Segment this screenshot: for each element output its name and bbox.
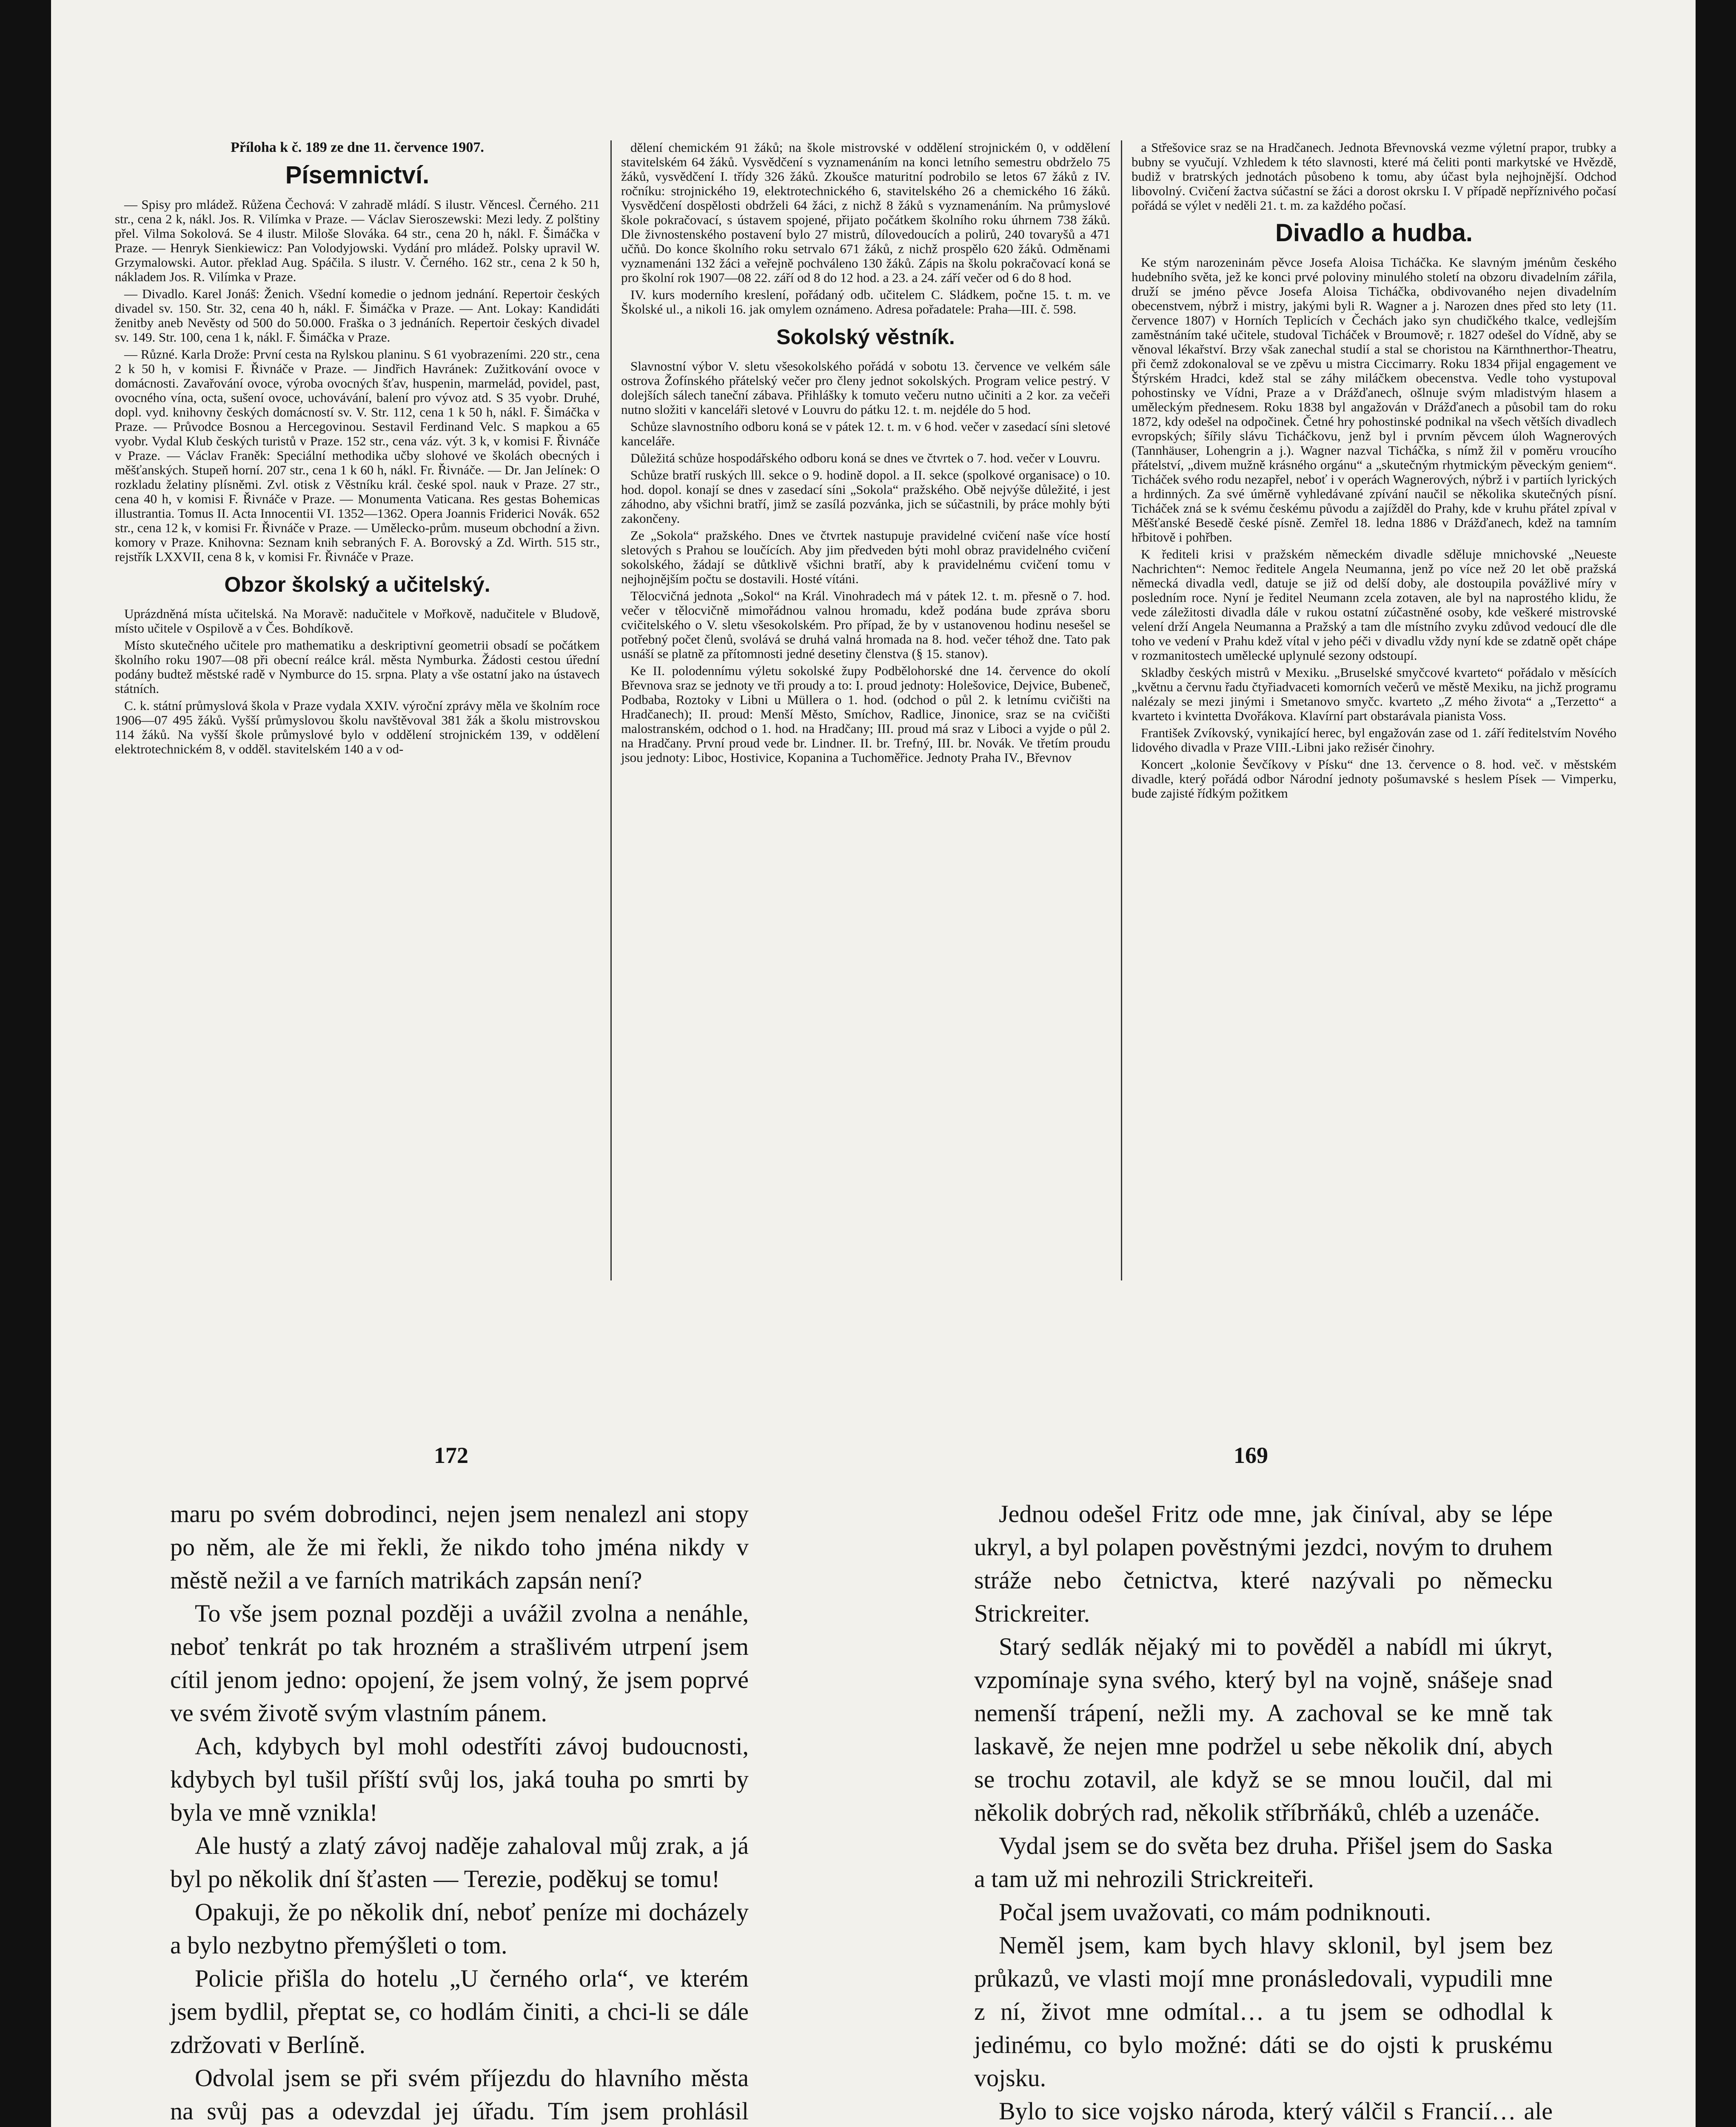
paragraph: K řediteli krisi v pražském německém divadle sděluje mnichovské „Neueste Nachrichten“: Nemoc ředitele Angela Neumanna, jenž po více než 20 let obě pražská německá divadla vedl, datuje se již od delší doby, ale dostoupila povážlivé míry v posledním roce. Nyní je ředitel Neumann zcela zotaven, ale byl na naprostého klidu, že vede záležitosti divadla dále v rukou ostatní zúčastněné osoby, kde veškeré mistrovské velení drží Angela Neumanna a Pražský a tam dle místního zvyku zdůvod vedoucí dle dle toho ve vedení v Prahu kdež vítal v jeho péči v divadlu vždy nyní kde se zdatně opět chápe v rozmanitostech umělecké uplynulé sezony odstoupí. xyxy=(1132,547,1616,663)
paragraph: Počal jsem uvažovati, co mám podniknouti. xyxy=(999,1898,1431,1926)
paragraph: Policie přišla do hotelu „U černého orla“, ve kterém jsem bydlil, přeptat se, co hodlám činiti, a chci-li se dále zdržovati v Berlíně. xyxy=(170,1964,749,2059)
paragraph: Slavnostní výbor V. sletu všesokolského pořádá v sobotu 13. července ve velkém sále ostrova Žofínského přátelský večer pro členy jednot sokolských. Program velice pestrý. V dolejších sálech taneční zábava. Přihlášky k tomuto večeru nutno učiniti a 2 kor. za večeři nutno složiti v kanceláři sletové v Louvru do pátku 12. t. m. nejdéle do 5 hod. xyxy=(621,359,1110,417)
paragraph: C. k. státní průmyslová škola v Praze vydala XXIV. výroční zprávy měla ve školním roce 1906—07 495 žáků. Vyšší průmyslovou školu navštěvoval 381 žák a školu mistrovskou 114 žáků. Na vyšší škole průmyslové bylo v oddělení strojnickém 139, v oddělení elektrotechnickém 8, v odděl. stavitelském 140 a v od- xyxy=(115,698,600,756)
section-heading-theatre: Divadlo a hudba. xyxy=(1275,219,1473,247)
column-divider xyxy=(610,140,612,1280)
paragraph: — Divadlo. Karel Jonáš: Ženich. Všední komedie o jednom jednání. Repertoir českých divadel sv. 150. Str. 32, cena 40 h, nákl. F. Šimáčka v Praze. — Ant. Lokay: Kandidáti ženitby aneb Nevěsty od 500 do 50.000. Fraška o 3 jednáních. Repertoir českých divadel sv. 149. Str. 100, cena 1 k, nákl. F. Šimáčka v Praze. xyxy=(115,286,600,345)
paragraph: Starý sedlák nějaký mi to pověděl a nabídl mi úkryt, vzpomínaje syna svého, který byl na vojně, snášeje snad nemenší trápení, nežli my. A zachoval se ke mně tak laskavě, že nejen mne podržel u sebe několik dní, abych se trochu zotavil, ale když se se mnou loučil, dal mi několik dobrých rad, několik stříbrňáků, chléb a uzenáče. xyxy=(974,1633,1553,1826)
paragraph: Důležitá schůze hospodářského odboru koná se dnes ve čtvrtek o 7. hod. večer v Louvru. xyxy=(630,450,1100,465)
paragraph: Tělocvičná jednota „Sokol“ na Král. Vinohradech má v pátek 12. t. m. přesně o 7. hod. večer v tělocvičně mimořádnou valnou hromadu, kdež podána bude zpráva sboru cvičitelského o V. sletu všesokolském. Pro případ, že by v ustanovenou hodinu nesešel se potřebný počet členů, svolává se druhá valná hromada na 8. hod. večer téhož dne. Tato pak usnáší se platně za přítomnosti jedné desetiny členstva (§ 15. stanov). xyxy=(621,588,1110,661)
paragraph: Schůze slavnostního odboru koná se v pátek 12. t. m. v 6 hod. večer v zasedací síni sletové kanceláře. xyxy=(621,419,1110,448)
paragraph: Ach, kdybych byl mohl odestříti závoj budoucnosti, kdybych byl tušil příští svůj los, jaká touha po smrti by byla ve mně vznikla! xyxy=(170,1732,749,1826)
paragraph: Odvolal jsem se při svém příjezdu do hlavního města na svůj pas a odevzdal jej úřadu. Tím jsem prohlásil xyxy=(170,2064,749,2125)
paragraph: dělení chemickém 91 žáků; na škole mistrovské v oddělení strojnickém 0, v oddělení stavitelském 64 žáků. Vysvědčení s vyznamenáním na konci letního semestru obdrželo 75 žáků, vysvědčení I. třídy 326 žáků. Zkoušce maturitní podrobilo se letos 67 žáků z IV. ročníku: strojnického 19, elektrotechnického 6, stavitelského 26 a chemického 16 žáků. Vysvědčení dospělosti obdrželi 64 žáci, z nichž 8 žáků s vyznamenáním. Na průmyslové škole pokračovací, s ústavem spojené, přijato počátkem školního roku úhrnem 738 žáků. Dle živnostenského postavení bylo 27 mistrů, dílovedoucích a polirů, 240 tovaryšů a 471 učňů. Do konce školního roku setrvalo 671 žáků, z nichž prospělo 620 žáků. Odměnami vyznamenáni 132 žáci a veřejně pochváleno 130 žáků. Zápis na školu pokračovací koná se pro školní rok 1907—08 22. září od 8 do 12 hod. a 23. a 24. září večer od 6 do 8 hod. xyxy=(621,140,1110,285)
paragraph: František Zvíkovský, vynikající herec, byl engažován zase od 1. září ředitelstvím Nového lidového divadla v Praze VIII.-Libni jako režisér činohry. xyxy=(1132,725,1616,755)
paragraph: — Spisy pro mládež. Růžena Čechová: V zahradě mládí. S ilustr. Věncesl. Černého. 211 str., cena 2 k, nákl. Jos. R. Vilímka v Praze. — Václav Sieroszewski: Mezi ledy. Z polštiny přel. Vilma Sokolová. Se 4 ilustr. Miloše Slováka. 64 str., cena 20 h, nákl. F. Šimáčka v Praze. — Henryk Sienkiewicz: Pan Volodyjowski. Vydání pro mládež. Polsky upravil W. Grzymalowski. Autor. překlad Aug. Spáčila. S ilustr. V. Černého. 162 str., cena 2 k 50 h, nákladem Jos. R. Vilímka v Praze. xyxy=(115,197,600,284)
column-2 xyxy=(621,140,1110,767)
paragraph: Schůze bratří ruských lll. sekce o 9. hodině dopol. a II. sekce (spolkové organisace) o 10. hod. dopol. konají se dnes v zasedací síni „Sokola“ pražského. Obě nejvýše důležité, i jest záhodno, aby všichni bratří, jimž se zasílá pozvánka, jich se súčastnili, by práce mohly býti zakončeny. xyxy=(621,468,1110,526)
paragraph: — Různé. Karla Drože: První cesta na Rylskou planinu. S 61 vyobrazeními. 220 str., cena 2 k 50 h, v komisi F. Řivnáče v Praze. — Jindřich Havránek: Zužitkování ovoce v domácnosti. Zavařování ovoce, výroba ovocných šťav, huspenin, marmelád, povidel, past, ovocného vína, octa, sušení ovoce, uchovávání, balení pro vývoz atd. S 35 vyobr. Druhé, dopl. vyd. knihovny českých domácností sv. V. Str. 112, cena 1 k 50 h, nákl. F. Šimáčka v Praze. — Průvodce Bosnou a Hercegovinou. Sestavil Ferdinand Velc. S mapkou a 65 vyobr. Vydal Klub českých turistů v Praze. 152 str., cena váz. výt. 3 k, v komisi F. Řivnáče v Praze. — Václav Franěk: Speciální methodika učby slohové ve školách obecných i měšťanských. Stupeň horní. 207 str., cena 1 k 60 h, nákl. Fr. Řivnáče. — Dr. Jan Jelínek: O rozkladu želatiny plísněmi. Zvl. otisk z Věstníku král. české spol. nauk v Praze. 27 str., cena 40 h, v komisi F. Řivnáče v Praze. — Monumenta Vaticana. Res gestas Bohemicas illustrantia. Tomus II. Acta Innocentii VI. 1352—1362. Opera Joannis Friderici Novák. 652 str., cena 12 k, v komisi Fr. Řivnáče v Praze. — Umělecko-prům. museum obchodní a živn. komory v Praze. Knihovna: Seznam knih sebraných F. A. Borovský a Zd. Wirth. 515 str., rejstřík LXXVII, cena 8 k, v komisi Fr. Řivnáče v Praze. xyxy=(115,347,600,564)
paragraph: Uprázdněná místa učitelská. Na Moravě: nadučitele v Mořkově, nadučitele v Bludově, místo učitele v Ospilově a v Čes. Bohdíkově. xyxy=(115,606,600,636)
column-1 xyxy=(115,140,600,759)
section-heading-sokol: Sokolský věstník. xyxy=(776,325,955,349)
paragraph: Ke II. polodennímu výletu sokolské župy Podbělohorské dne 14. července do okolí Břevnova sraz se jednoty ve tři proudy a to: I. proud jednoty: Holešovice, Dejvice, Bubeneč, Podbaba, Roztoky v Libni u Müllera o 1. hod. (odchod o půl 2. k letnímu cvičišti na Hradčanech); II. proud: Menší Město, Smíchov, Radlice, Jinonice, sraz se na cvičišti malostranském, odchod o 1. hod. na Hradčany; III. proud má sraz v Liboci a vyjde o půl 2. na Hradčany. První proud vede br. Lindner. II. br. Trefný, III. br. Novák. Ve třetím proudu jsou jednoty: Liboc, Hostivice, Kopanina a Tuchoměřice. Jednoty Praha IV., Břevnov xyxy=(621,663,1110,765)
paragraph: a Střešovice sraz se na Hradčanech. Jednota Břevnovská vezme výletní prapor, trubky a bubny se vyučují. Vzhledem k této slavnosti, které má čeliti ponti markytské ve Hvězdě, budiž v bratrských jednotách působeno k tomu, aby účast byla nejhojnější. Odchod libovolný. Cvičení žactva súčastní se žáci a dorost okrsku I. V případě nepříznivého počasí pořádá se výlet v neděli 21. t. m. za každého počasí. xyxy=(1132,140,1616,213)
paragraph: Neměl jsem, kam bych hlavy sklonil, byl jsem bez průkazů, ve vlasti mojí mne pronásledovali, vypudili mne z ní, život mne odmítal… a tu jsem se odhodlal k jedinému, co bylo možné: dáti se do ojsti k pruskému vojsku. xyxy=(974,1931,1553,2092)
paragraph: To vše jsem poznal později a uvážil zvolna a nenáhle, neboť tenkrát po tak hrozném a strašlivém utrpení jsem cítil jenom jedno: opojení, že jsem volný, že jsem poprvé ve svém životě svým vlastním pánem. xyxy=(170,1600,749,1727)
paragraph: maru po svém dobrodinci, nejen jsem nenalezl ani stopy po něm, ale že mi řekli, že nikdo toho jména nikdy v městě nežil a ve farních matrikách zapsán není? xyxy=(170,1500,749,1594)
scan-border-left xyxy=(0,0,51,2127)
section-heading-literature: Písemnictví. xyxy=(285,161,430,189)
dateline: Příloha k č. 189 ze dne 11. července 1907. xyxy=(231,140,484,155)
paragraph: Ze „Sokola“ pražského. Dnes ve čtvrtek nastupuje pravidelné cvičení naše více hostí sletových s Prahou se loučících. Aby jim předveden býti mohl obraz pravidelného cvičení sokolského, žádají se důtklivě všichni bratří, aby k pravidelnému cvičení tomu v nejhojnějším počtu se dostavili. Hosté vítáni. xyxy=(621,528,1110,586)
paragraph: Ke stým narozeninám pěvce Josefa Aloisa Ticháčka. Ke slavným jménům českého hudebního světa, jež ke konci prvé poloviny minulého století na obzoru divadelním zářila, druží se jméno pěvce Josefa Aloisa Ticháčka, obdivovaného nejen divadelním obecenstvem, nýbrž i mistry, jakými byli R. Wagner a j. Narozen dnes před sto lety (11. července 1807) v Horních Teplicích v Čechách jako syn chudičkého tkalce, vedlejším zaměstnáním také učitele, studoval Ticháček v Broumově; r. 1827 odešel do Vídně, aby se věnoval lékařství. Brzy však zanechal studií a stal se choristou na Kärnthnerthor-Theatru, při čemž zdokonaloval se ve zpěvu u mistra Ciccimarry. Roku 1834 přijal engagement ve Štýrském Hradci, kdež stal se záhy miláčkem obecenstva. Vedle toho vystupoval pohostinsky ve Vídni, Praze a v Drážďanech, ošlnuje svým mladistvým hlasem a uměleckým přednesem. Roku 1838 byl angažován v Drážďanech a působil tam do roku 1872, kdy odešel na odpočinek. Četné hry pohostinské podnikal na všech větších divadlech evropských; šířily slávu Ticháčkovu, jenž byl i prvním pěvcem úloh Wagnerových (Tannhäuser, Lohengrin a j.). Wagner nazval Ticháčka, s nímž žil v poměru vroucího přátelství, „divem mužně krásného orgánu“ a „skutečným rhytmickým pěveckým geniem“. Ticháček svého rodu nezapřel, neboť i v operách Wagnerových, nýbrž i v partiích lyrických a hrdinných. Za své úměrně vyhledávané zpívání naučil se několika skutečných písní. Ticháček zná se k svému českému původu a zajížděl do Prahy, kde v kruhu přátel zpíval v Měšťanské Besedě české písně. Zemřel 18. ledna 1886 v Drážďanech, kdež na tamním hřbitově i pohřben. xyxy=(1132,255,1616,545)
paragraph: Vydal jsem se do světa bez druha. Přišel jsem do Saska a tam už mi nehrozili Strickreiteři. xyxy=(974,1832,1553,1893)
scan-border-right xyxy=(1696,0,1736,2127)
paragraph: IV. kurs moderního kreslení, pořádaný odb. učitelem C. Sládkem, počne 15. t. m. ve Školské ul., a nikoli 16. jak omylem oznámeno. Adresa pořadatele: Praha—III. č. 598. xyxy=(621,287,1110,316)
column-3 xyxy=(1132,140,1616,803)
paragraph: Koncert „kolonie Ševčíkovy v Písku“ dne 13. července o 8. hod. več. v městském divadle, který pořádá odbor Národní jednoty pošumavské s heslem Písek — Vimperku, bude zajisté řídkým požitkem xyxy=(1132,757,1616,801)
page-number-right: 169 xyxy=(1234,1443,1268,1468)
paragraph: Skladby českých mistrů v Mexiku. „Bruselské smyčcové kvarteto“ pořádalo v měsících „květnu a červnu řadu čtyřiadvaceti komorních večerů ve městě Mexiku, na jichž programu nalézaly se mezi jinými i Smetanovo smyčc. kvarteto „Z mého života“ a „Terzetto“ a kvarteto i kvintetta Dvořákova. Klavírní part obstarávala pianista Voss. xyxy=(1132,665,1616,723)
novel-page-right xyxy=(974,1497,1553,2127)
paragraph: Bylo to sice vojsko národa, který válčil s Francií… ale xyxy=(999,2097,1553,2125)
section-heading-school: Obzor školský a učitelský. xyxy=(224,573,490,596)
paragraph: Jednou odešel Fritz ode mne, jak činíval, aby se lépe ukryl, a byl polapen pověstnými jezdci, novým to druhem stráže nebo četnictva, které nazývali po německu Strickreiter. xyxy=(974,1500,1553,1627)
page-number-left: 172 xyxy=(434,1443,468,1468)
novel-page-left xyxy=(170,1497,749,2127)
paragraph: Ale hustý a zlatý závoj naděje zahaloval můj zrak, a já byl po několik dní šťasten — Terezie, poděkuj se tomu! xyxy=(170,1832,749,1893)
column-divider xyxy=(1121,140,1122,1280)
newspaper-supplement xyxy=(115,140,1672,1280)
paragraph: Místo skutečného učitele pro mathematiku a deskriptivní geometrii obsadí se počátkem školního roku 1907—08 při obecní reálce král. města Nymburka. Žádosti cestou úřední podány budtež městské radě v Nymburce do 15. srpna. Platy a vše ostatní jako na ústavech státních. xyxy=(115,638,600,696)
paragraph: Opakuji, že po několik dní, neboť peníze mi docházely a bylo nezbytno přemýšleti o tom. xyxy=(170,1898,749,1959)
